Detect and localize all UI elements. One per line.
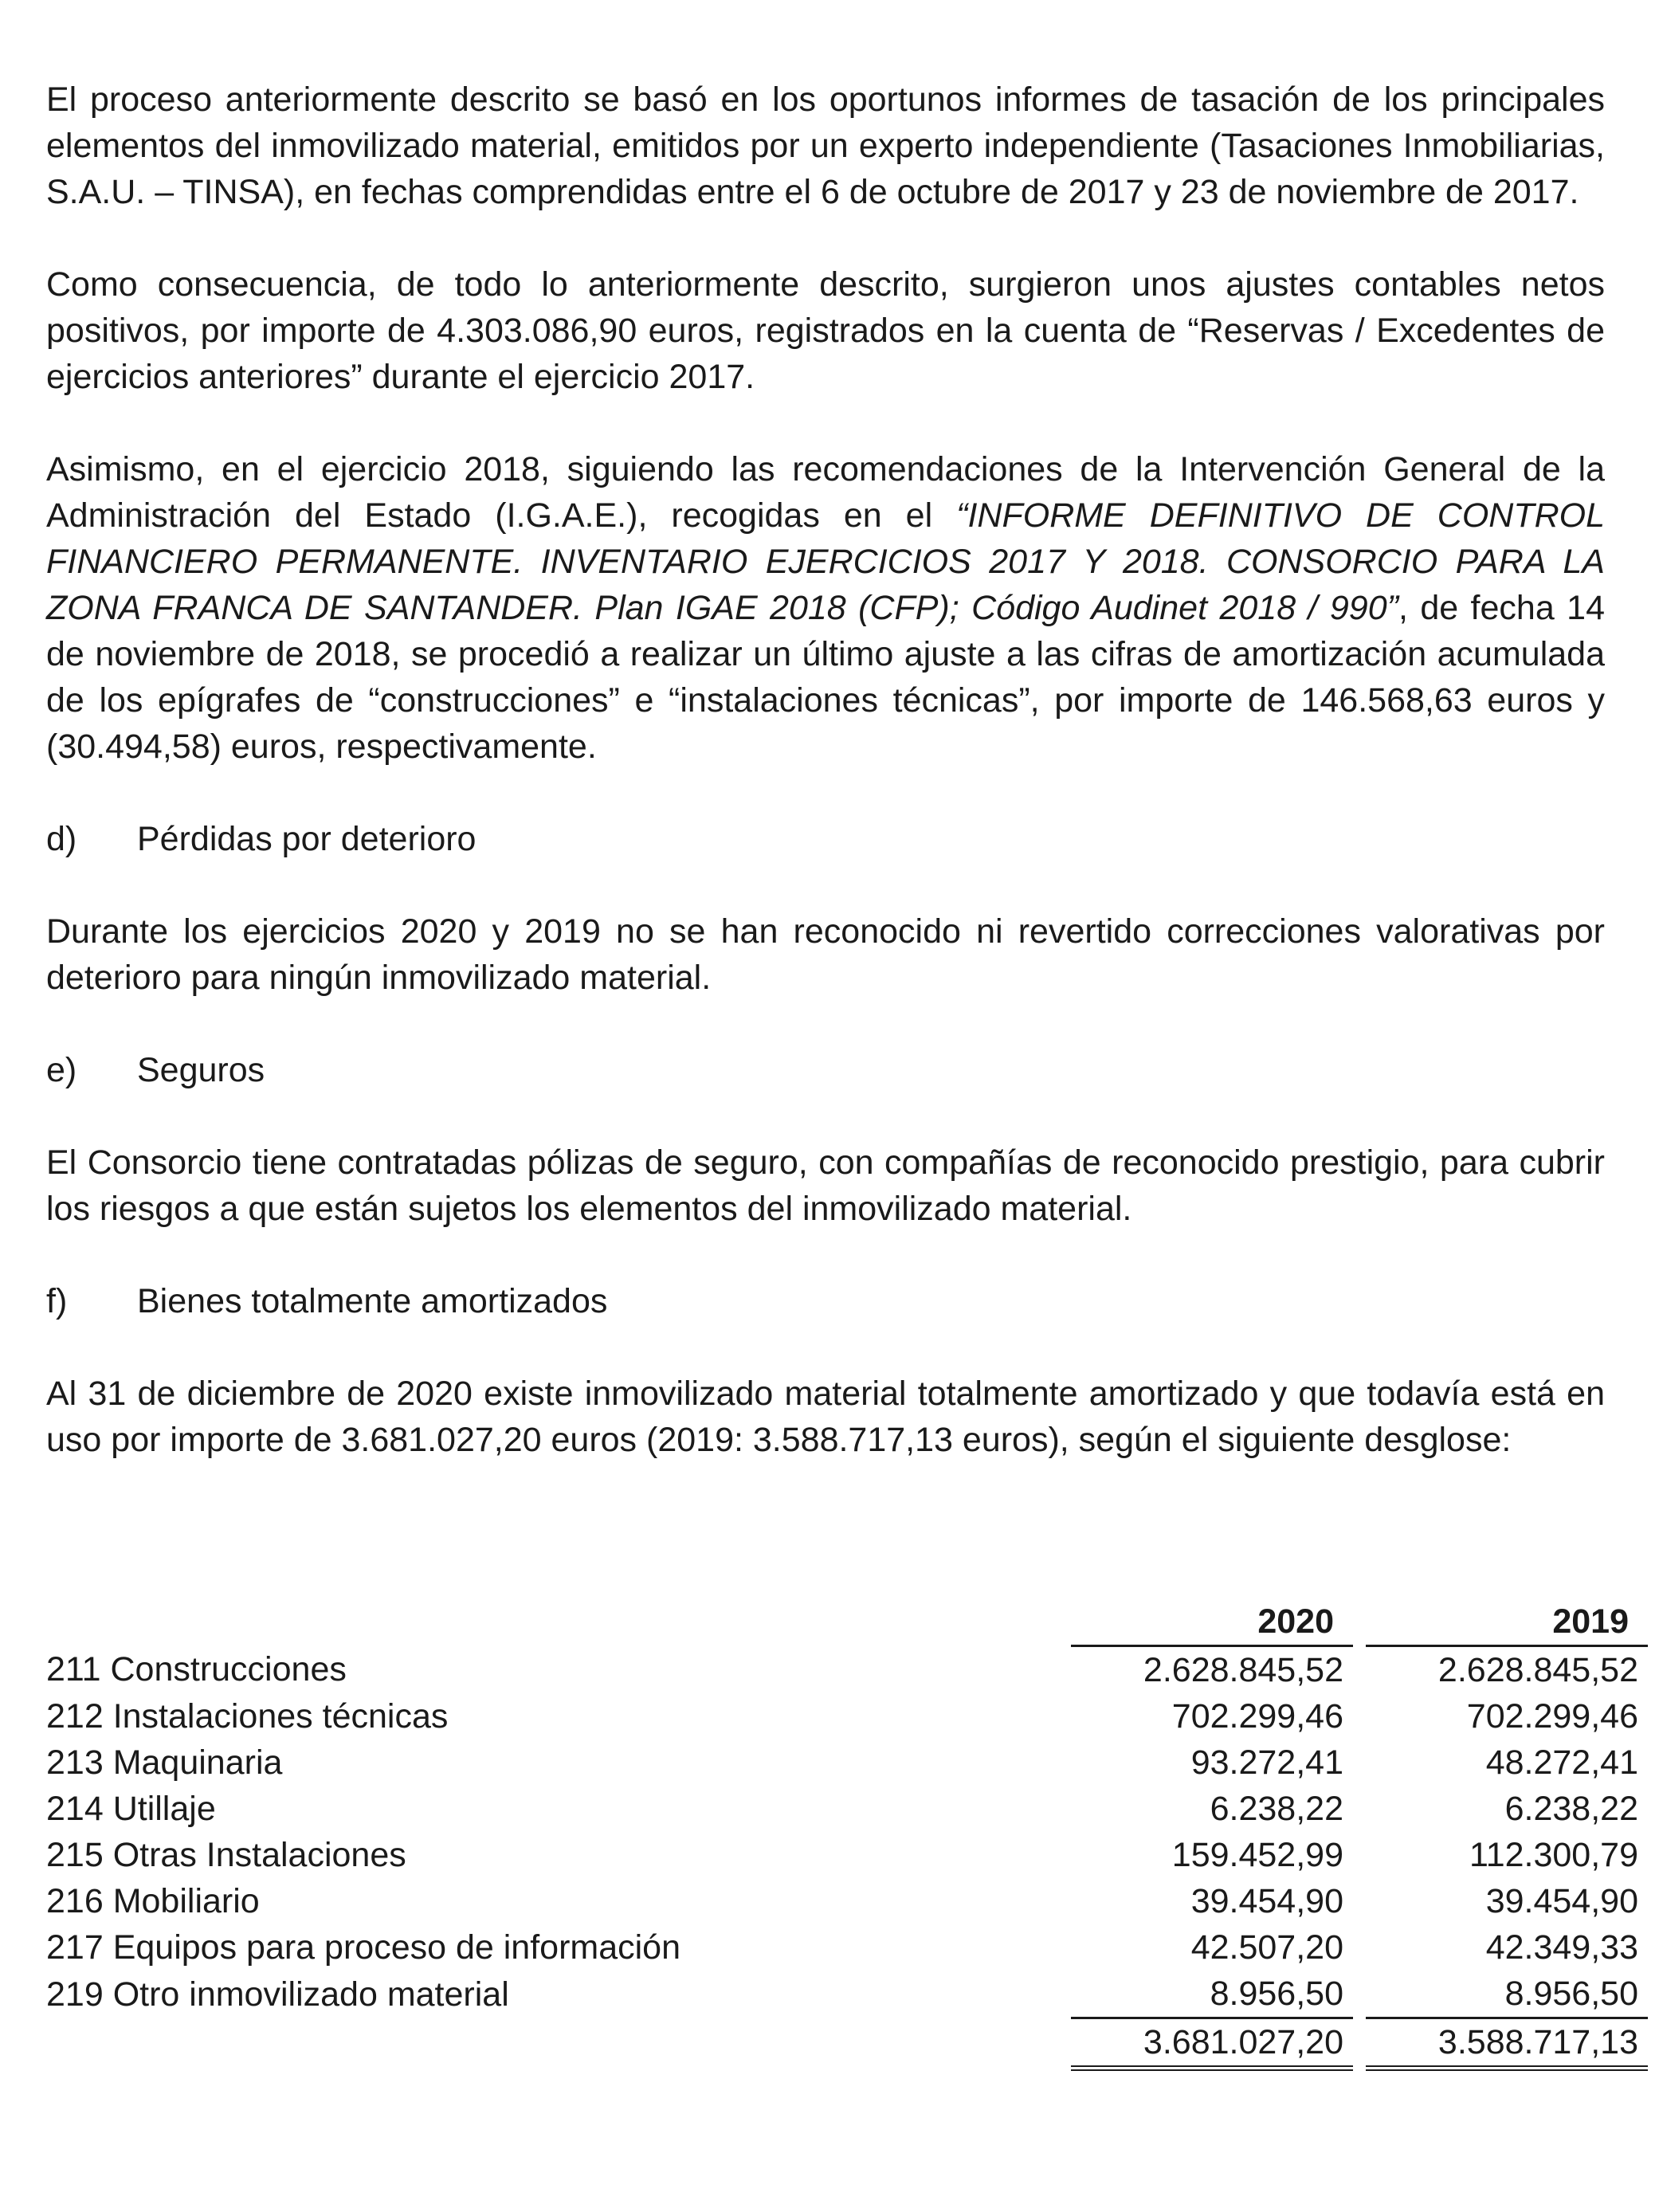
table-row xyxy=(46,1878,1648,1924)
value-2019: 2.628.845,52 xyxy=(1437,1651,1638,1689)
value-2020: 93.272,41 xyxy=(1190,1743,1343,1782)
section-d-heading xyxy=(46,816,1605,862)
paragraph-igae-report-title: “INFORME DEFINITIVO DE CONTROL FINANCIERO PERMANENTE. INVENTARIO EJERCICIOS 2017 Y 2018. CONSORCIO PARA LA ZONA FRANCA DE SANTANDER. Plan IGAE 2018 (CFP); Código Audinet 2018 / 990” xyxy=(46,496,1606,627)
document-body xyxy=(46,76,1605,1463)
value-2020: 39.454,90 xyxy=(1190,1882,1343,1920)
table-total-row xyxy=(46,2018,1648,2069)
row-label: 216 Mobiliario xyxy=(46,1882,260,1920)
total-2019: 3.588.717,13 xyxy=(1366,2018,1648,2069)
fully-amortized-assets-table xyxy=(46,1598,1648,2071)
value-2019: 42.349,33 xyxy=(1485,1928,1638,1967)
row-label: 217 Equipos para proceso de información xyxy=(46,1928,681,1967)
table-row xyxy=(46,1646,1648,1694)
table-row xyxy=(46,1693,1648,1739)
section-f-heading xyxy=(46,1278,1605,1324)
row-label: 214 Utillaje xyxy=(46,1790,216,1828)
section-e-letter: e) xyxy=(46,1051,77,1089)
value-2019: 702.299,46 xyxy=(1466,1697,1638,1735)
section-e-text: El Consorcio tiene contratadas pólizas de seguro, con compañías de reconocido prestigio, para cubrir los riesgos a que están sujetos los elementos del inmovilizado material. xyxy=(46,1143,1605,1228)
section-f-letter: f) xyxy=(46,1282,68,1320)
value-2020: 2.628.845,52 xyxy=(1143,1651,1343,1689)
table-row xyxy=(46,1786,1648,1832)
section-d-text: Durante los ejercicios 2020 y 2019 no se han reconocido ni revertido correcciones valorativas por deterioro para ningún inmovilizado material. xyxy=(46,912,1605,997)
value-2020: 42.507,20 xyxy=(1190,1928,1343,1967)
table-row xyxy=(46,1924,1648,1971)
row-label: 213 Maquinaria xyxy=(46,1743,283,1782)
row-label: 212 Instalaciones técnicas xyxy=(46,1697,449,1735)
value-2019: 39.454,90 xyxy=(1485,1882,1638,1920)
row-label: 215 Otras Instalaciones xyxy=(46,1836,406,1874)
table-row xyxy=(46,1832,1648,1878)
row-label: 211 Construcciones xyxy=(46,1650,347,1689)
row-label: 219 Otro inmovilizado material xyxy=(46,1975,509,2014)
paragraph-igae-text-b: , de fecha 14 de noviembre de 2018, se procedió a realizar un último ajuste a las cifras de amortización acumulada de los epígrafes de “construcciones” e “instalaciones técnicas”, por importe de 146.568,63 euros y (30.494,58) euros, respectivamente. xyxy=(46,589,1605,766)
section-e-title: Seguros xyxy=(137,1051,265,1089)
value-2020: 8.956,50 xyxy=(1071,1971,1353,2018)
section-d-title: Pérdidas por deterioro xyxy=(137,820,477,858)
paragraph-igae-text-a: Asimismo, en el ejercicio 2018, siguiendo las recomendaciones de la Intervención General de la Administración del Estado (I.G.A.E.), recogidas en el xyxy=(46,450,1605,535)
value-2020: 159.452,99 xyxy=(1171,1836,1343,1874)
paragraph-tasacion: El proceso anteriormente descrito se basó en los oportunos informes de tasación de los principales elementos del inmovilizado material, emitidos por un experto independiente (Tasaciones Inmobiliarias, S.A.U. – TINSA), en fechas comprendidas entre el 6 de octubre de 2017 y 23 de noviembre de 2017. xyxy=(46,80,1605,211)
value-2019: 8.956,50 xyxy=(1366,1971,1648,2018)
column-header-2020: 2020 xyxy=(1071,1598,1353,1646)
value-2019: 48.272,41 xyxy=(1485,1743,1638,1782)
value-2019: 6.238,22 xyxy=(1504,1790,1638,1828)
paragraph-ajustes: Como consecuencia, de todo lo anteriormente descrito, surgieron unos ajustes contables netos positivos, por importe de 4.303.086,90 euros, registrados en la cuenta de “Reservas / Excedentes de ejercicios anteriores” durante el ejercicio 2017. xyxy=(46,265,1605,396)
value-2019: 112.300,79 xyxy=(1469,1836,1638,1874)
section-f-text: Al 31 de diciembre de 2020 existe inmovilizado material totalmente amortizado y que todavía está en uso por importe de 3.681.027,20 euros (2019: 3.588.717,13 euros), según el siguiente desglose: xyxy=(46,1375,1605,1459)
table-header-row xyxy=(46,1598,1648,1646)
total-2020: 3.681.027,20 xyxy=(1071,2018,1353,2069)
paragraph-igae xyxy=(46,446,1605,770)
value-2020: 702.299,46 xyxy=(1171,1697,1343,1735)
section-e-heading xyxy=(46,1047,1605,1093)
table-row xyxy=(46,1739,1648,1786)
section-f-title: Bienes totalmente amortizados xyxy=(137,1282,608,1320)
value-2020: 6.238,22 xyxy=(1210,1790,1343,1828)
table-row xyxy=(46,1971,1648,2018)
section-d-letter: d) xyxy=(46,820,77,858)
column-header-2019: 2019 xyxy=(1366,1598,1648,1646)
